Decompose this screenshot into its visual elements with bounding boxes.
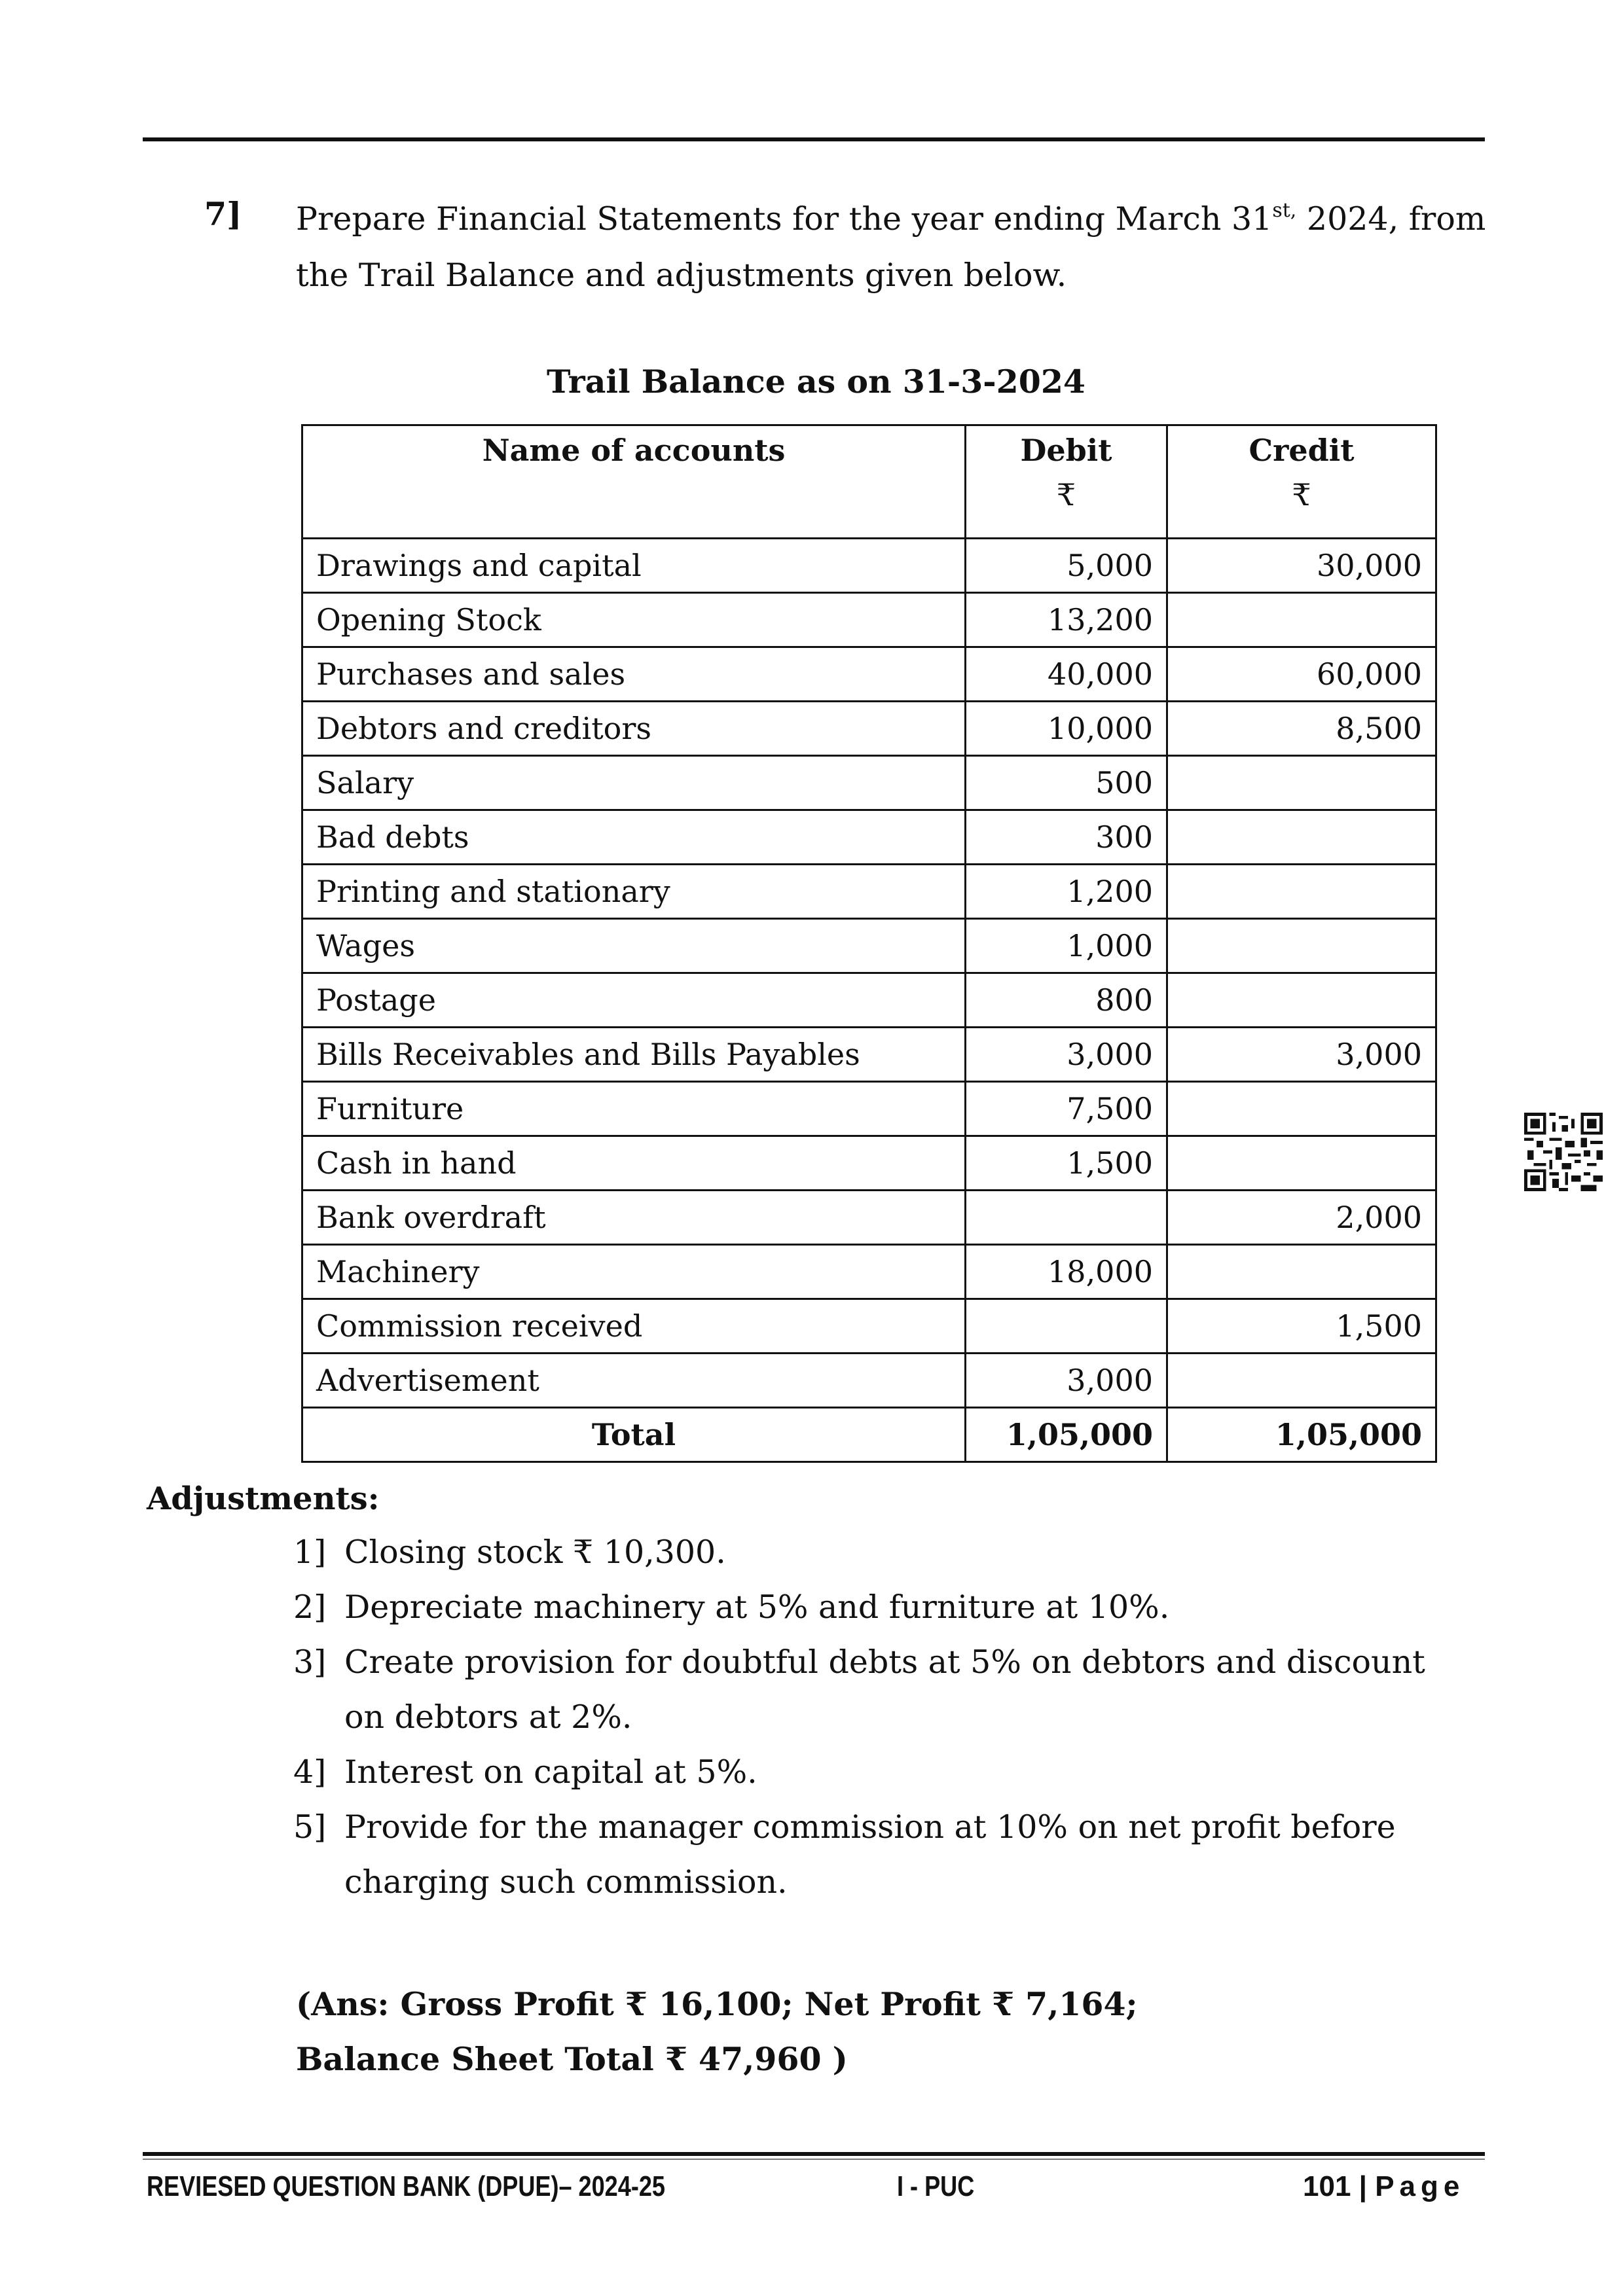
account-name: Commission received [302, 1299, 966, 1354]
header-debit: Debit ₹ [966, 425, 1167, 539]
credit-amount: 1,500 [1167, 1299, 1436, 1354]
credit-amount: 2,000 [1167, 1191, 1436, 1245]
adjustment-text: Depreciate machinery at 5% and furniture at 10%. [344, 1588, 1170, 1626]
table-row [302, 865, 1436, 919]
qr-code-icon [1524, 1113, 1603, 1191]
credit-amount [1167, 1354, 1436, 1408]
credit-amount [1167, 919, 1436, 973]
table-row [302, 973, 1436, 1028]
debit-amount: 800 [966, 973, 1167, 1028]
table-row [302, 1136, 1436, 1191]
table-row [302, 919, 1436, 973]
account-name: Machinery [302, 1245, 966, 1299]
adjustment-number: 5] [293, 1808, 327, 1846]
table-row [302, 810, 1436, 865]
debit-amount [966, 1191, 1167, 1245]
adjustment-number: 1] [293, 1534, 327, 1571]
table-header-row [302, 425, 1436, 539]
credit-amount [1167, 865, 1436, 919]
table-row [302, 1354, 1436, 1408]
header-credit: Credit ₹ [1167, 425, 1436, 539]
header-rule [143, 137, 1485, 141]
table-row [302, 647, 1436, 702]
account-name: Advertisement [302, 1354, 966, 1408]
table-row [302, 1028, 1436, 1082]
answer-block [296, 1977, 1138, 2087]
trial-balance-title: Trail Balance as on 31-3-2024 [546, 363, 1086, 401]
question-text: Prepare Financial Statements for the year ending March $31^{st,}$ 2024, from the Trail Balance and adjustments given below. [296, 199, 1486, 294]
credit-amount [1167, 1136, 1436, 1191]
table-row [302, 1191, 1436, 1245]
account-name: Bank overdraft [302, 1191, 966, 1245]
adjustment-item [293, 1580, 1472, 1635]
credit-amount [1167, 1245, 1436, 1299]
adjustment-item [293, 1745, 1472, 1800]
adjustments-list [293, 1525, 1472, 1910]
rupee-symbol: ₹ [1292, 477, 1311, 512]
adjustments-heading: Adjustments: [147, 1480, 380, 1517]
account-name: Furniture [302, 1082, 966, 1136]
debit-amount: 3,000 [966, 1028, 1167, 1082]
page-separator: | [1351, 2170, 1376, 2202]
footer-class: I - PUC [897, 2170, 975, 2202]
total-debit: 1,05,000 [966, 1408, 1167, 1462]
credit-amount [1167, 1082, 1436, 1136]
answer-line-1: (Ans: Gross Profit ₹ 16,100; Net Profit ₹ 7,164; [296, 1985, 1138, 2023]
debit-amount: 13,200 [966, 593, 1167, 647]
total-row [302, 1408, 1436, 1462]
account-name: Bad debts [302, 810, 966, 865]
table-row [302, 1082, 1436, 1136]
account-name: Drawings and capital [302, 539, 966, 593]
table-row [302, 1245, 1436, 1299]
debit-amount: 18,000 [966, 1245, 1167, 1299]
table-row [302, 1299, 1436, 1354]
adjustment-item [293, 1800, 1472, 1910]
credit-amount: 60,000 [1167, 647, 1436, 702]
adjustment-text: Closing stock ₹ 10,300. [344, 1534, 726, 1571]
credit-amount [1167, 973, 1436, 1028]
adjustment-text: Provide for the manager commission at 10% on net profit before charging such commission. [344, 1808, 1396, 1901]
debit-amount: 40,000 [966, 647, 1167, 702]
total-label: Total [302, 1408, 966, 1462]
page-number: 101 [1303, 2170, 1351, 2202]
answer-line-2: Balance Sheet Total ₹ 47,960 ) [296, 2040, 848, 2078]
credit-amount [1167, 810, 1436, 865]
table-row [302, 593, 1436, 647]
adjustment-text: Create provision for doubtful debts at 5% on debtors and discount on debtors at 2%. [344, 1643, 1425, 1736]
debit-amount: 300 [966, 810, 1167, 865]
table-row [302, 539, 1436, 593]
account-name: Debtors and creditors [302, 702, 966, 756]
header-name-of-accounts: Name of accounts [302, 425, 966, 539]
total-credit: 1,05,000 [1167, 1408, 1436, 1462]
adjustment-item [293, 1635, 1472, 1745]
debit-amount: 7,500 [966, 1082, 1167, 1136]
credit-amount: 8,500 [1167, 702, 1436, 756]
table-row [302, 702, 1436, 756]
debit-amount: 1,000 [966, 919, 1167, 973]
question-number: 7] [204, 195, 242, 233]
account-name: Wages [302, 919, 966, 973]
credit-amount: 3,000 [1167, 1028, 1436, 1082]
credit-amount: 30,000 [1167, 539, 1436, 593]
debit-amount: 1,200 [966, 865, 1167, 919]
adjustment-text: Interest on capital at 5%. [344, 1753, 757, 1791]
debit-amount: 10,000 [966, 702, 1167, 756]
credit-amount [1167, 756, 1436, 810]
debit-amount: 500 [966, 756, 1167, 810]
account-name: Cash in hand [302, 1136, 966, 1191]
adjustment-number: 2] [293, 1588, 327, 1626]
debit-amount [966, 1299, 1167, 1354]
footer-rule [143, 2152, 1485, 2156]
account-name: Opening Stock [302, 593, 966, 647]
debit-amount: 3,000 [966, 1354, 1167, 1408]
account-name: Printing and stationary [302, 865, 966, 919]
ordinal-suffix: st, [1272, 199, 1297, 222]
adjustment-item [293, 1525, 1472, 1580]
footer-title: REVIESED QUESTION BANK (DPUE)– 2024-25 [147, 2170, 665, 2202]
rupee-symbol: ₹ [1056, 477, 1076, 512]
adjustment-number: 4] [293, 1753, 327, 1791]
account-name: Purchases and sales [302, 647, 966, 702]
table-row [302, 756, 1436, 810]
trial-balance-table [301, 424, 1437, 1463]
account-name: Salary [302, 756, 966, 810]
debit-amount: 1,500 [966, 1136, 1167, 1191]
account-name: Bills Receivables and Bills Payables [302, 1028, 966, 1082]
account-name: Postage [302, 973, 966, 1028]
footer-rule-thin [143, 2159, 1485, 2160]
page-word: Page [1375, 2170, 1465, 2202]
adjustment-number: 3] [293, 1643, 327, 1681]
footer-page [1303, 2170, 1465, 2203]
credit-amount [1167, 593, 1436, 647]
debit-amount: 5,000 [966, 539, 1167, 593]
